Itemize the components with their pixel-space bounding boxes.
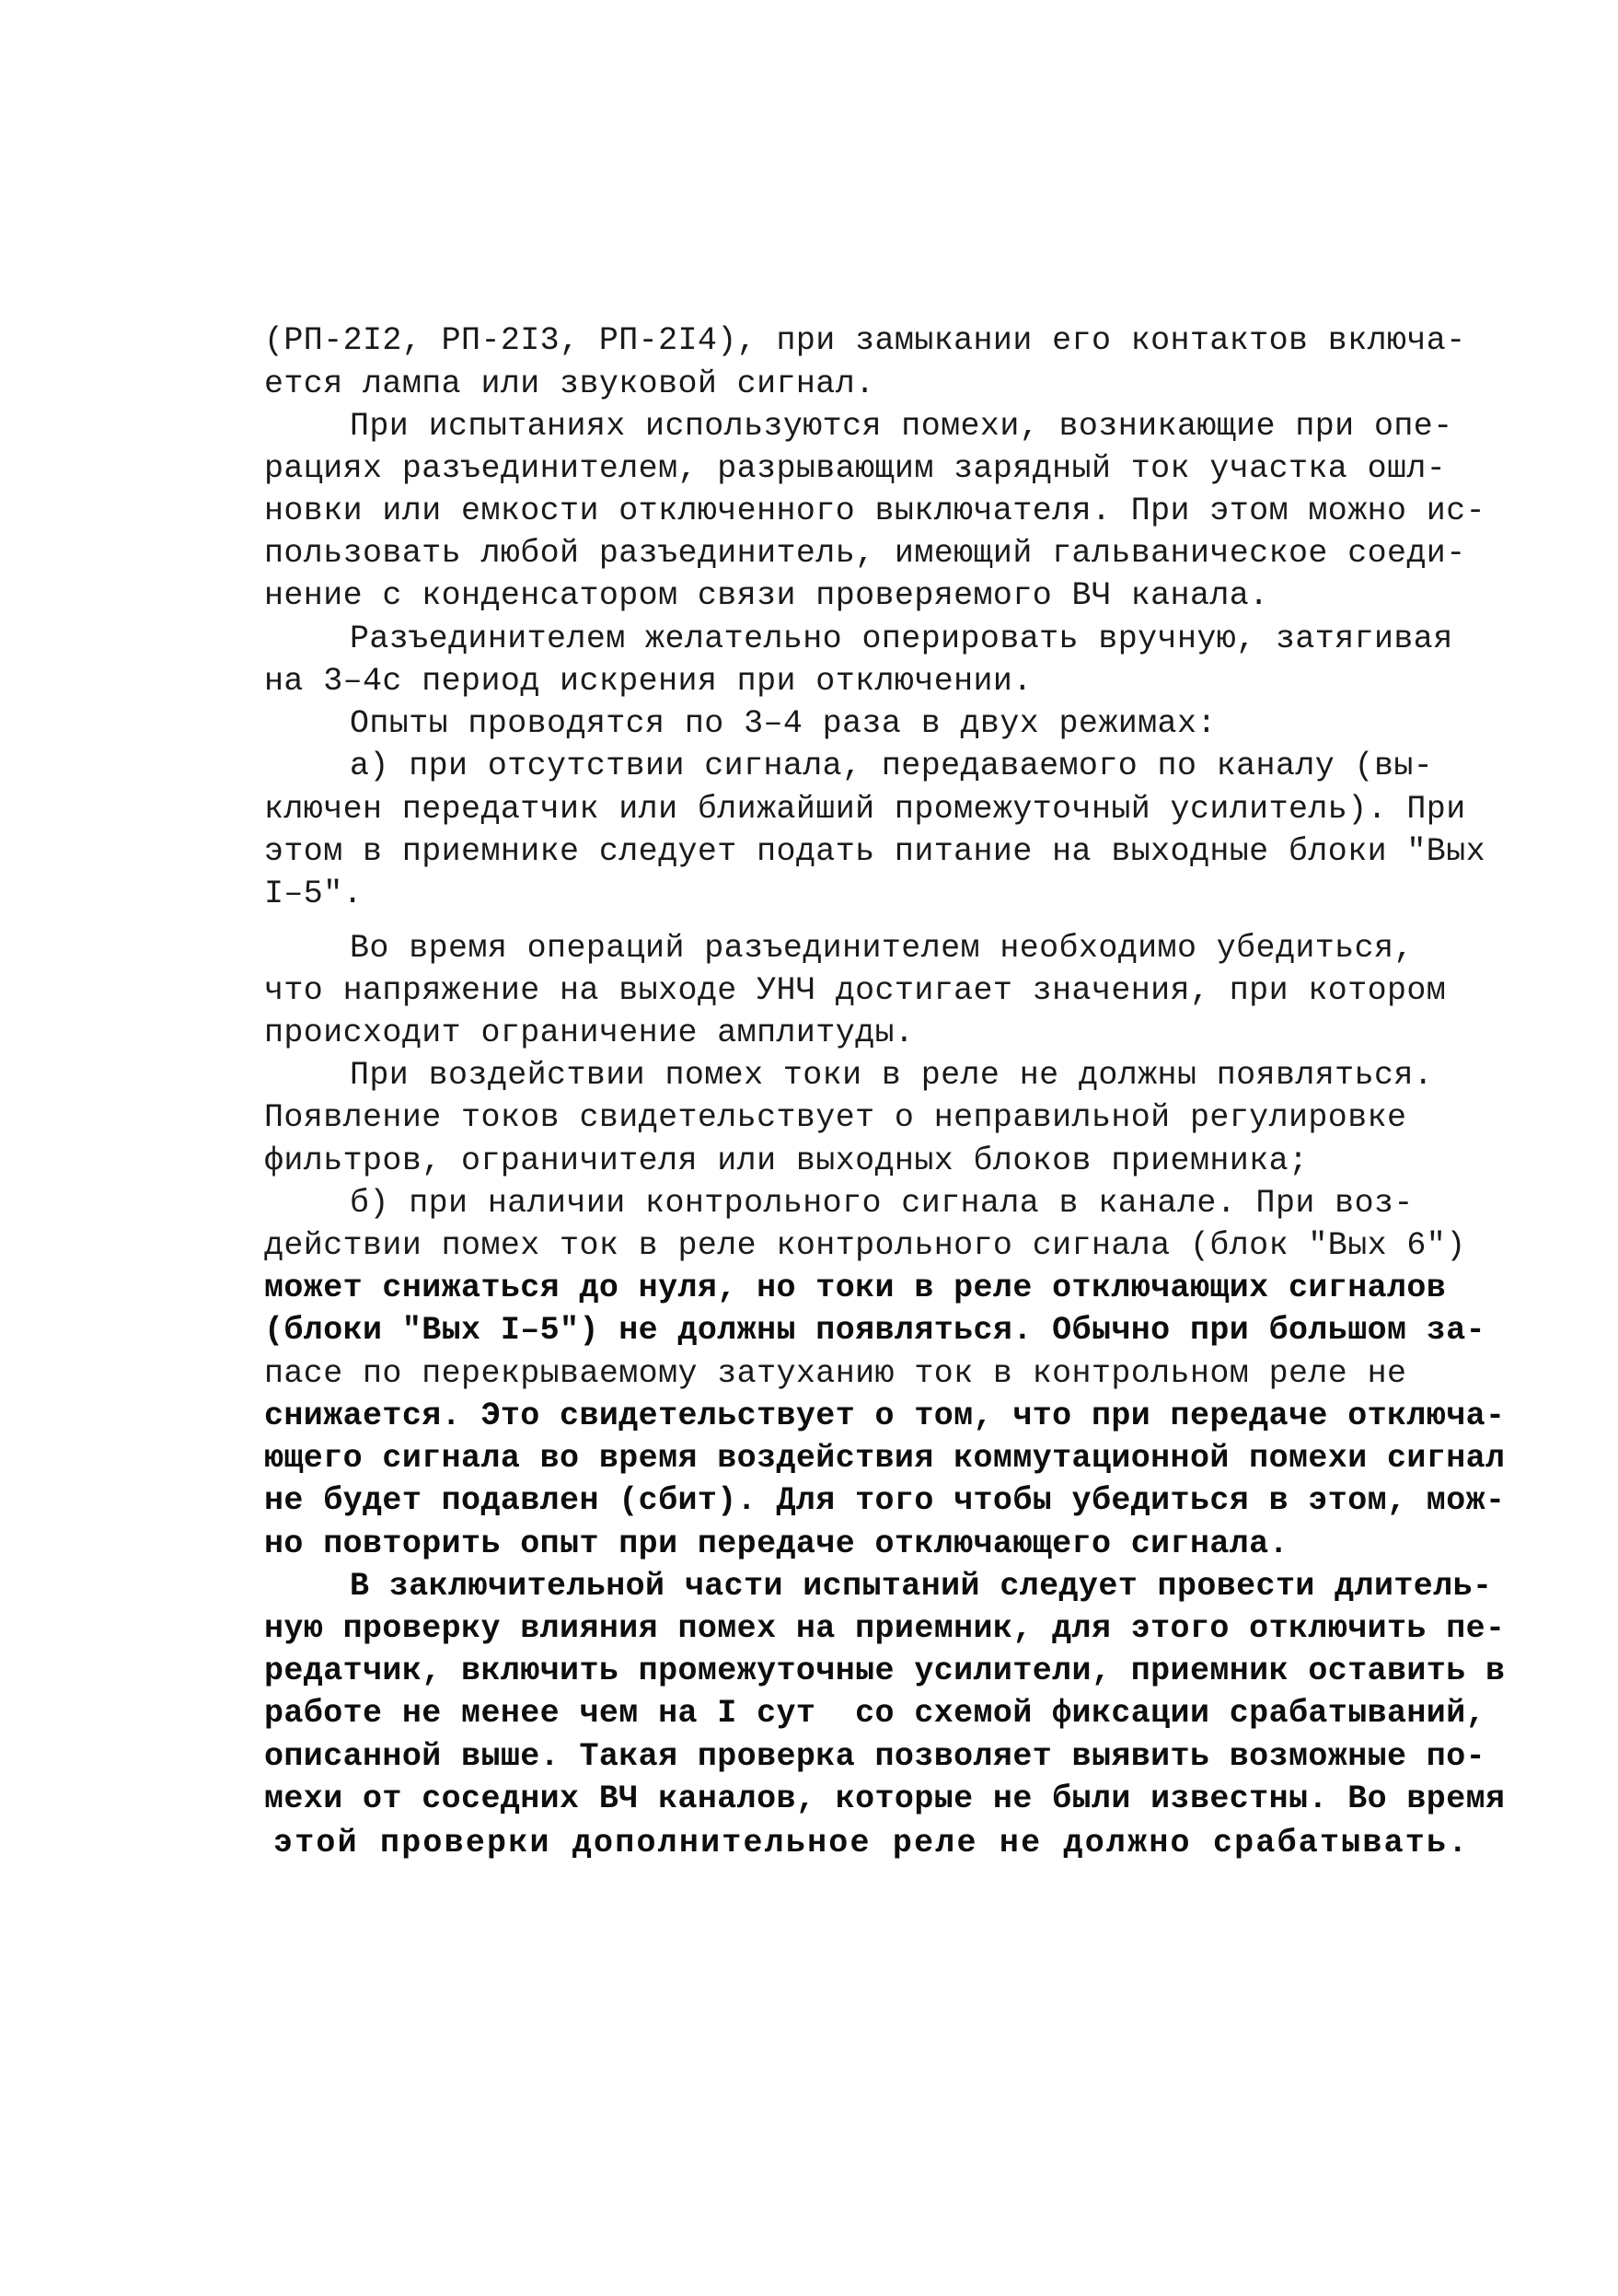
text-line: При испытаниях используются помехи, возникающие при опе-: [350, 408, 1453, 445]
text-line: происходит ограничение амплитуды.: [264, 1015, 915, 1051]
text-line: рациях разъединителем, разрывающим зарядный ток участка ошл-: [264, 450, 1447, 487]
text-line: этом в приемнике следует подать питание на выходные блоки "Вых: [264, 833, 1486, 870]
text-line: на 3–4с период искрения при отключении.: [264, 663, 1033, 700]
text-line: При воздействии помех токи в реле не должны появляться.: [350, 1057, 1434, 1094]
text-line: (РП-2I2, РП-2I3, РП-2I4), при замыкании его контактов включа-: [264, 322, 1466, 359]
text-line: В заключительной части испытаний следует провести длитель-: [350, 1568, 1493, 1605]
text-line: нение с конденсатором связи проверяемого ВЧ канала.: [264, 577, 1269, 614]
text-line: фильтров, ограничителя или выходных блоков приемника;: [264, 1142, 1309, 1179]
text-line: описанной выше. Такая проверка позволяет выявить возможные по-: [264, 1738, 1486, 1775]
text-line: пасе по перекрываемому затуханию ток в контрольном реле не: [264, 1355, 1407, 1392]
text-line: действии помех ток в реле контрольного сигнала (блок "Вых 6"): [264, 1227, 1466, 1264]
text-line: снижается. Это свидетельствует о том, что при передаче отключа-: [264, 1397, 1506, 1434]
text-line: не будет подавлен (сбит). Для того чтобы убедиться в этом, мож-: [264, 1482, 1506, 1519]
text-line: мехи от соседних ВЧ каналов, которые не были известны. Во время: [264, 1780, 1506, 1817]
text-line: ную проверку влияния помех на приемник, для этого отключить пе-: [264, 1610, 1506, 1647]
text-line: Появление токов свидетельствует о неправильной регулировке: [264, 1099, 1407, 1136]
text-line: а) при отсутствии сигнала, передаваемого по каналу (вы-: [350, 748, 1434, 784]
text-line: что напряжение на выходе УНЧ достигает значения, при котором: [264, 972, 1447, 1009]
text-line: Во время операций разъединителем необходимо убедиться,: [350, 930, 1414, 967]
text-line: (блоки "Вых I–5") не должны появляться. Обычно при большом за-: [264, 1312, 1486, 1349]
text-line: ется лампа или звуковой сигнал.: [264, 365, 875, 402]
text-line: может снижаться до нуля, но токи в реле отключающих сигналов: [264, 1270, 1447, 1306]
text-line: новки или емкости отключенного выключателя. При этом можно ис-: [264, 493, 1486, 529]
text-line: I–5".: [264, 875, 364, 912]
text-line: ющего сигнала во время воздействия коммутационной помехи сигнал: [264, 1440, 1506, 1477]
text-line: этой проверки дополнительное реле не должно срабатывать.: [273, 1825, 1470, 1861]
text-line: Опыты проводятся по 3–4 раза в двух режимах:: [350, 705, 1217, 742]
text-line: пользовать любой разъединитель, имеющий гальваническое соеди-: [264, 535, 1466, 572]
text-line: Разъединителем желательно оперировать вручную, затягивая: [350, 620, 1453, 657]
text-line: редатчик, включить промежуточные усилители, приемник оставить в: [264, 1652, 1506, 1689]
text-line: работе не менее чем на I сут со схемой фиксации срабатываний,: [264, 1695, 1486, 1732]
text-line: б) при наличии контрольного сигнала в канале. При воз-: [350, 1185, 1414, 1222]
text-line: но повторить опыт при передаче отключающего сигнала.: [264, 1525, 1289, 1562]
text-line: ключен передатчик или ближайший промежуточный усилитель). При: [264, 791, 1466, 828]
